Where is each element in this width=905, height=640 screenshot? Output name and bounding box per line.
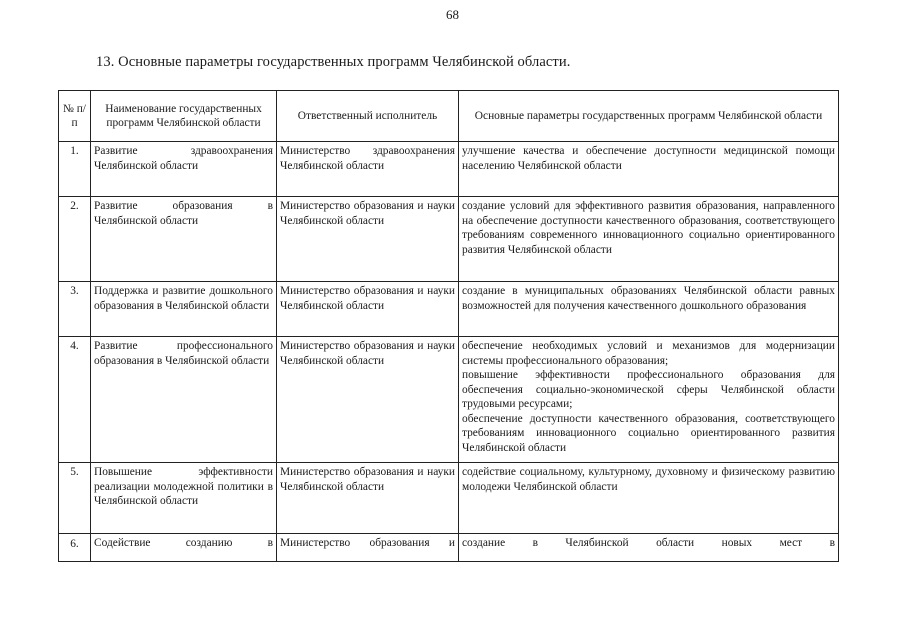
- program-parameters: [459, 282, 839, 337]
- table-row: [59, 197, 839, 282]
- table-row: [59, 534, 839, 562]
- parameter-text: обеспечение необходимых условий и механизмов для модернизации системы профессионального образования;: [462, 340, 835, 367]
- table-row: [59, 337, 839, 463]
- table-header-row: [59, 91, 839, 142]
- row-number: 3.: [59, 282, 91, 337]
- responsible-executor: Министерство образования и: [277, 534, 459, 562]
- table-row: [59, 282, 839, 337]
- parameter-text: создание в Челябинской области новых мест в: [462, 537, 835, 549]
- parameter-text: улучшение качества и обеспечение доступности медицинской помощи населению Челябинской области: [462, 145, 835, 172]
- responsible-executor: Министерство образования и науки Челябинской области: [277, 197, 459, 282]
- header-program-name: Наименование государственных программ Челябинской области: [91, 91, 277, 142]
- program-parameters: [459, 463, 839, 534]
- row-number: 4.: [59, 337, 91, 463]
- program-parameters: [459, 197, 839, 282]
- program-parameters: [459, 534, 839, 562]
- header-parameters: Основные параметры государственных программ Челябинской области: [459, 91, 839, 142]
- header-num: № п/п: [59, 91, 91, 142]
- program-name: Повышение эффективности реализации молодежной политики в Челябинской области: [91, 463, 277, 534]
- parameter-text: создание в муниципальных образованиях Челябинской области равных возможностей для получения качественного дошкольного образования: [462, 285, 835, 312]
- parameter-text: обеспечение доступности качественного образования, соответствующего требованиям инновационного социально ориентированного развития Челябинской области: [462, 412, 835, 454]
- program-name: Развитие образования в Челябинской области: [91, 197, 277, 282]
- parameter-text: содействие социальному, культурному, духовному и физическому развитию молодежи Челябинской области: [462, 466, 835, 493]
- parameter-text: создание условий для эффективного развития образования, направленного на обеспечение доступности качественного образования, соответствующего требованиям современного инновационного социально ориентированного развития Челябинской области: [462, 200, 835, 256]
- program-name: Развитие профессионального образования в Челябинской области: [91, 337, 277, 463]
- programs-table: [58, 90, 839, 562]
- row-number: 1.: [59, 142, 91, 197]
- section-title: 13. Основные параметры государственных программ Челябинской области.: [96, 54, 571, 70]
- row-number: 2.: [59, 197, 91, 282]
- responsible-executor: Министерство образования и науки Челябинской области: [277, 282, 459, 337]
- responsible-executor: Министерство здравоохранения Челябинской области: [277, 142, 459, 197]
- responsible-executor: Министерство образования и науки Челябинской области: [277, 463, 459, 534]
- program-parameters: [459, 142, 839, 197]
- program-parameters: [459, 337, 839, 463]
- program-name: Развитие здравоохранения Челябинской области: [91, 142, 277, 197]
- table-row: [59, 463, 839, 534]
- responsible-executor: Министерство образования и науки Челябинской области: [277, 337, 459, 463]
- table-row: [59, 142, 839, 197]
- program-name: Содействие созданию в: [91, 534, 277, 562]
- header-executor: Ответственный исполнитель: [277, 91, 459, 142]
- parameter-text: повышение эффективности профессионального образования для обеспечения социально-экономической сферы Челябинской области трудовыми ресурсами;: [462, 369, 835, 410]
- row-number: 5.: [59, 463, 91, 534]
- page-number: 68: [446, 7, 459, 22]
- row-number: 6.: [59, 534, 91, 562]
- program-name: Поддержка и развитие дошкольного образования в Челябинской области: [91, 282, 277, 337]
